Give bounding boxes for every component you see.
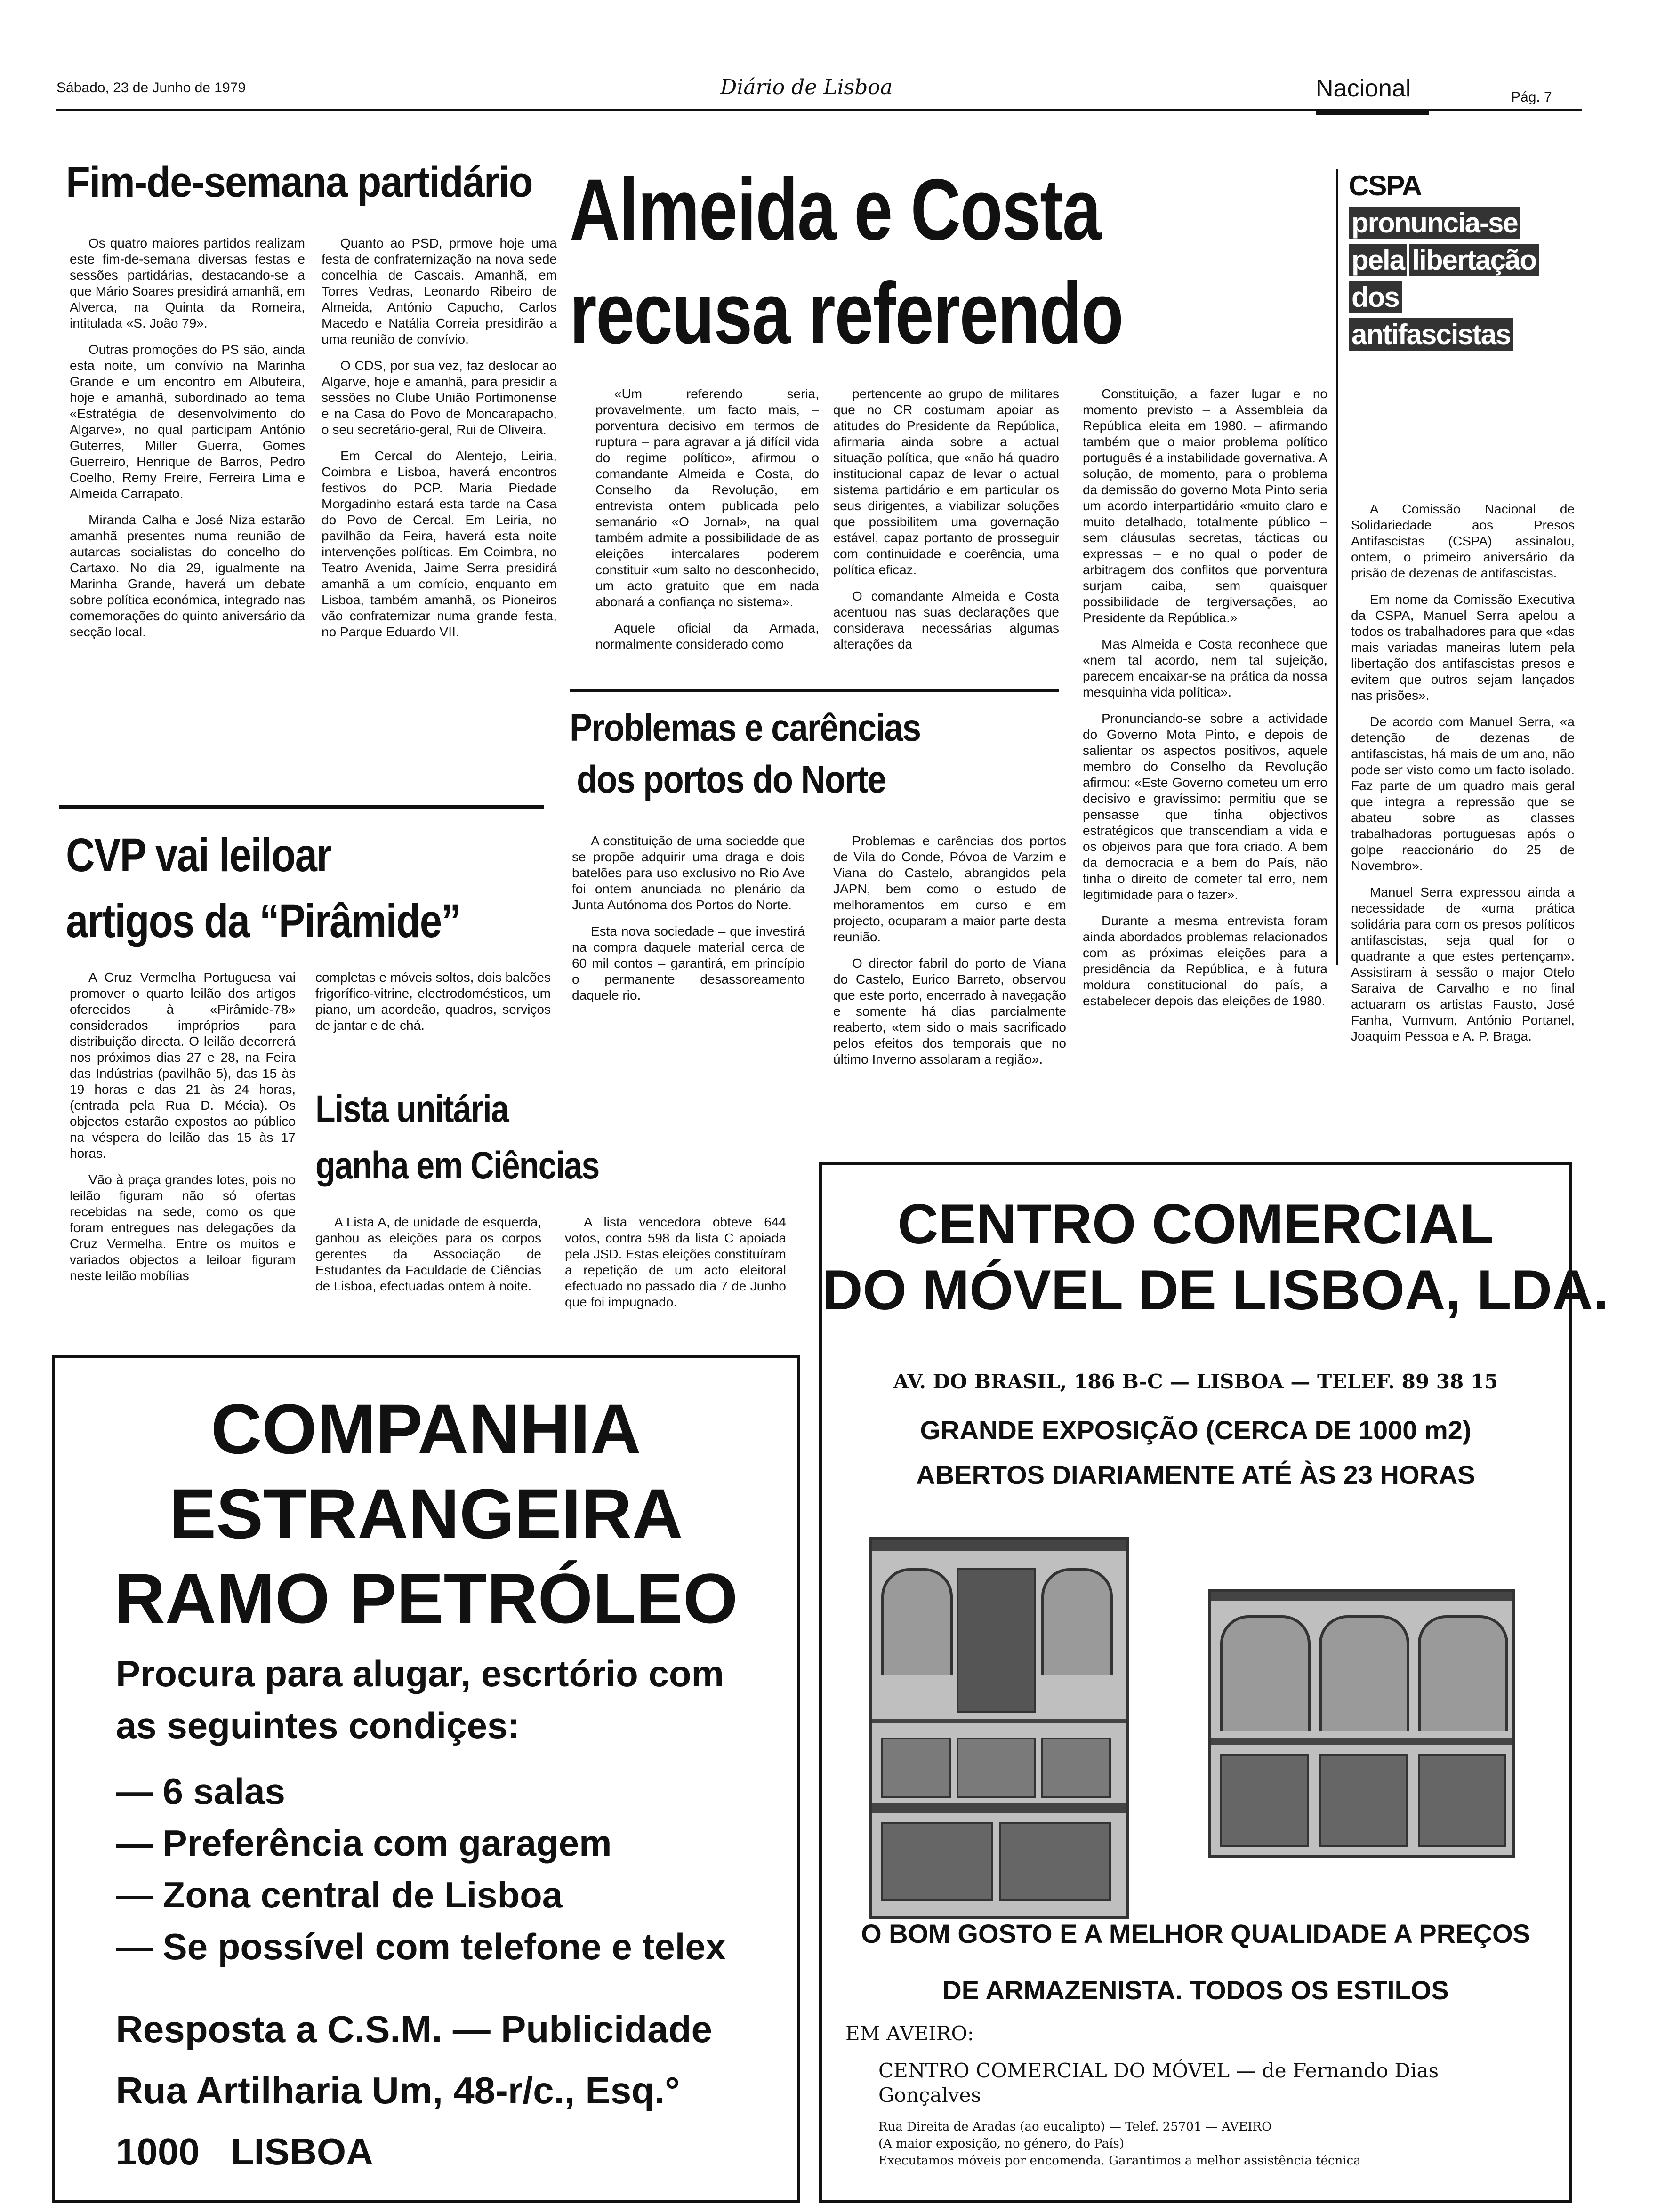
ad-centro-aveiro-note: (A maior exposição, no género, do País) bbox=[878, 2137, 1124, 2151]
cspa-title: pela bbox=[1349, 244, 1407, 276]
paragraph: Os quatro maiores partidos realizam este fim-de-semana diversas festas e sessões partidárias, destacando-se a que Mário Soares presidirá amanhã, em Alverca, na Quinta da Romeira, intitulada «S. João 79». bbox=[70, 236, 305, 330]
lista-title-line1: Lista unitária bbox=[315, 1088, 508, 1130]
ad-centro-address: AV. DO BRASIL, 186 B-C — LISBOA — TELEF. 89 38 15 bbox=[893, 1370, 1498, 1393]
ad-item: — Preferência com garagem bbox=[116, 1822, 612, 1864]
almeida-col2 bbox=[833, 386, 1059, 663]
paragraph: A constituição de uma sociedde que se propõe adquirir uma draga e dois batelões para uso exclusivo no Rio Ave foi ontem anunciada no plenário da Junta Autónoma dos Portos do Norte. bbox=[572, 834, 805, 912]
paragraph: Em nome da Comissão Executiva da CSPA, Manuel Serra apelou a todos os trabalhadores para que «das mais variadas maneiras lutem pela libertação dos antifascistas presos e evitem que outros sejam lançados nas prisões». bbox=[1351, 592, 1575, 703]
almeida-col1 bbox=[595, 386, 819, 663]
ad-centro-comercial bbox=[819, 1162, 1609, 2203]
lista-title-line2: ganha em Ciências bbox=[315, 1144, 599, 1187]
furniture-image-left bbox=[869, 1537, 1129, 1919]
paragraph: «Um referendo seria, provavelmente, um facto mais, – porventura decisivo em termos de ruptura – para agravar a já difícil vida do regime político», afirmou o comandante Almeida e Costa, do Conselho da Revolução, em entrevista ontem publicada pelo semanário «O Jornal», na qual também admite a possibilidade de as eleições intercalares poderem constituir «um salto no desconhecido, um acto gratuito que em nada abonará a confiança no sistema». bbox=[595, 386, 819, 609]
ad-centro-title-line1: CENTRO COMERCIAL bbox=[897, 1193, 1494, 1256]
date-line: Sábado, 23 de Junho de 1979 bbox=[56, 80, 246, 96]
lista-col2 bbox=[565, 1214, 786, 1321]
section-divider bbox=[59, 805, 544, 809]
furniture-image-right bbox=[1208, 1589, 1515, 1858]
section-name: Nacional bbox=[1316, 75, 1411, 102]
cspa-title: pronuncia-se bbox=[1349, 207, 1520, 239]
paragraph: O comandante Almeida e Costa acentuou nas suas declarações que considerava necessárias algumas alterações da bbox=[833, 589, 1059, 651]
cspa-body bbox=[1351, 501, 1575, 1055]
paragraph: Problemas e carências dos portos de Vila do Conde, Póvoa de Varzim e Viana do Castelo, abrangidos pela JAPN, bem como o estudo de melhoramentos em curso e em projecto, ocuparam a maior parte desta reunião. bbox=[833, 834, 1066, 944]
ad-companhia bbox=[52, 1355, 800, 2203]
section-underline bbox=[1316, 109, 1429, 115]
masthead: Diário de Lisboa bbox=[720, 75, 893, 99]
almeida-title-line2: recusa referendo bbox=[570, 265, 1123, 362]
paragraph: Aquele oficial da Armada, normalmente considerado como bbox=[595, 621, 819, 651]
ad-centro-title-line2: DO MÓVEL DE LISBOA, LDA. bbox=[822, 1258, 1609, 1322]
paragraph: Em Cercal do Alentejo, Leiria, Coimbra e Lisboa, haverá encontros festivos do PCP. Maria Piedade Morgadinho estará esta tarde na Casa do Povo de Cercal. Em Leiria, no pavilhão da Feira, haverá esta noite intervenções políticas. Em Coimbra, no Teatro Avenida, Jaime Serra presidirá amanhã a um comício, enquanto em Lisboa, também amanhã, os Pioneiros vão confraternizar numa grande festa, no Parque Eduardo VII. bbox=[322, 449, 557, 639]
cvp-col1 bbox=[70, 970, 296, 1294]
cspa-title-box bbox=[1349, 169, 1546, 351]
paragraph: De acordo com Manuel Serra, «a detenção de dezenas de antifascistas, há mais de um ano, não pode ser visto como um facto isolado. Faz parte de um quadro mais geral que integra a repressão que se abateu sobre as classes trabalhadoras portuguesas após o golpe reaccionário do 25 de Novembro». bbox=[1351, 714, 1575, 873]
paragraph: pertencente ao grupo de militares que no CR costumam apoiar as atitudes do Presidente da República, afirmaria ainda sobre a actual situação política, que «não há quadro institucional capaz de levar o actual sistema partidário e em particular os seus dirigentes, a viabilizar soluções que possibilitem uma governação estável, capaz portanto de prosseguir com continuidade e coerência, uma política eficaz. bbox=[833, 386, 1059, 577]
ad-companhia-line: ESTRANGEIRA bbox=[169, 1474, 683, 1553]
page-number: Pág. 7 bbox=[1511, 89, 1552, 105]
fim-de-semana-title: Fim-de-semana partidário bbox=[66, 158, 532, 206]
paragraph: A Cruz Vermelha Portuguesa vai promover o quarto leilão dos artigos oferecidos à «Pirâmide-78» considerados impróprios para distribuição directa. O leilão decorrerá nos próximos dias 27 e 28, na Feira das Indústrias (pavilhão 5), das 15 às 19 horas e das 21 às 24 horas, (entrada pela Rua D. Mécia). Os objectos estarão expostos ao público na véspera do leilão das 15 às 17 horas. bbox=[70, 970, 296, 1161]
ad-item: — Zona central de Lisboa bbox=[116, 1874, 563, 1915]
ad-companhia-line: COMPANHIA bbox=[211, 1389, 641, 1468]
paragraph: Esta nova sociedade – que investirá na compra daquele material cerca de 60 mil contos – garantirá, em princípio o permanente desassoreamento daquele rio. bbox=[572, 924, 805, 1002]
paragraph: O director fabril do porto de Viana do Castelo, Eurico Barreto, observou que este porto, encerrado à navegação e somente há dias parcialmente reaberto, «tem sido o mais sacrificado pelos efeitos dos temporais que no último Inverno assolaram a região». bbox=[833, 956, 1066, 1066]
paragraph: A Lista A, de unidade de esquerda, ganhou as eleições para os corpos gerentes da Associação de Estudantes da Faculdade de Ciências de Lisboa, efectuadas ontem à noite. bbox=[315, 1215, 541, 1293]
cspa-title: libertação bbox=[1409, 244, 1539, 276]
paragraph: A Comissão Nacional de Solidariedade aos Presos Antifascistas (CSPA) assinalou, ontem, o primeiro aniversário da prisão de dezenas de antifascistas. bbox=[1351, 502, 1575, 580]
section-divider bbox=[570, 689, 1059, 692]
paragraph: O CDS, por sua vez, faz deslocar ao Algarve, hoje e amanhã, para presidir a sessões no Clube União Portimonense e na Casa do Povo de Moncarapacho, o seu secretário-geral, Rui de Oliveira. bbox=[322, 358, 557, 437]
problemas-title-line2: dos portos do Norte bbox=[577, 758, 886, 801]
ad-companhia-line: RAMO PETRÓLEO bbox=[114, 1559, 738, 1638]
ad-reply-line3: 1000 LISBOA bbox=[116, 2131, 373, 2172]
problemas-col1 bbox=[572, 833, 805, 1014]
ad-centro-slogan-line1: O BOM GOSTO E A MELHOR QUALIDADE A PREÇOS bbox=[861, 1919, 1530, 1948]
fim-de-semana-col2 bbox=[322, 235, 557, 650]
ad-item: — Se possível com telefone e telex bbox=[116, 1926, 726, 1967]
paragraph: Constituição, a fazer lugar e no momento previsto – a Assembleia da República eleita em 1980. – afirmando também que o maior problema político português é a instabilidade governativa. A solução, de momento, para o problema da demissão do governo Mota Pinto seria um acordo interpartidário «muito claro e muito detalhado, totalmente público – sem cláusulas secretas, tácticas ou expressas – e no qual o poder de arbitragem dos conflitos que porventura surjam caiba, sem quaisquer possibilidade de tergiversações, ao Presidente da República.» bbox=[1083, 386, 1327, 625]
column-divider bbox=[1336, 169, 1338, 965]
paragraph: Durante a mesma entrevista foram ainda abordados problemas relacionados com as próximas eleições para a presidência da República, e à futura moldura constitucional do país, a estabelecer depois das eleições de 1980. bbox=[1083, 914, 1327, 1008]
ad-reply-line1: Resposta a C.S.M. — Publicidade bbox=[116, 2008, 712, 2050]
paragraph: Pronunciando-se sobre a actividade do Governo Mota Pinto, e depois de salientar os aspectos positivos, aquele membro do Conselho da Revolução afirmou: «Este Governo cometeu um erro decisivo e gravíssimo: permitiu que se pensasse que tinha objectivos estratégicos que transcendiam a vida e os objeivos para que fora criado. A bem da democracia e a bem do País, não tinha o direito de cometer tal erro, nem legitimidade para o fazer». bbox=[1083, 711, 1327, 902]
paragraph: Quanto ao PSD, prmove hoje uma festa de confraternização na nova sede concelhia de Cascais. Amanhã, em Torres Vedras, Leonardo Ribeiro de Almeida, António Capucho, Carlos Macedo e Natália Correia presidirão a uma reunião de convívio. bbox=[322, 236, 557, 346]
cspa-title: dos bbox=[1349, 281, 1402, 313]
paragraph: A lista vencedora obteve 644 votos, contra 598 da lista C apoiada pela JSD. Estas eleições constituíram a repetição de um acto eleitoral efectuado no passado dia 7 de Junho que foi impugnado. bbox=[565, 1215, 786, 1309]
ad-centro-aveiro-footer: Executamos móveis por encomenda. Garantimos a melhor assistência técnica bbox=[878, 2154, 1361, 2168]
ad-centro-aveiro-address: Rua Direita de Aradas (ao eucalipto) — Telef. 25701 — AVEIRO bbox=[878, 2120, 1272, 2134]
cspa-title: CSPA bbox=[1349, 170, 1422, 201]
paragraph: Vão à praça grandes lotes, pois no leilão figuram não só ofertas recebidas na sede, como os que foram entregues nas delegações da Cruz Vermelha. Entre os muitos e variados objectos a leiloar figuram neste leilão mobílias bbox=[70, 1172, 296, 1283]
ad-centro-hours: ABERTOS DIARIAMENTE ATÉ ÀS 23 HORAS bbox=[916, 1460, 1475, 1490]
paragraph: Outras promoções do PS são, ainda esta noite, um convívio na Marinha Grande e um encontro em Albufeira, hoje e amanhã, subordinado ao tema «Estratégia de desenvolvimento do Algarve», no qual participam António Guterres, Miller Guerra, Gomes Guerreiro, Henrique de Barros, Pedro Coelho, Remy Freire, Ferreira Lima e Almeida Carrapato. bbox=[70, 342, 305, 501]
almeida-title-line1: Almeida e Costa bbox=[570, 161, 1101, 258]
ad-intro-line1: Procura para alugar, escrtório com bbox=[116, 1653, 724, 1694]
paragraph: Miranda Calha e José Niza estarão amanhã presentes numa reunião de autarcas socialistas do concelho do Cartaxo. No dia 29, igualmente na Marinha Grande, haverá um debate sobre política económica, integrado nas comemorações do quinto aniversário da secção local. bbox=[70, 513, 305, 639]
paragraph: Mas Almeida e Costa reconhece que «nem tal acordo, nem tal sujeição, parecem encaixar-se na prática da nossa mesquinha vida política». bbox=[1083, 637, 1327, 699]
ad-intro-line2: as seguintes condiçes: bbox=[116, 1705, 520, 1746]
cspa-title: antifascistas bbox=[1349, 318, 1513, 351]
cvp-col2 bbox=[315, 970, 551, 1044]
cvp-title-line2: artigos da “Pirâmide” bbox=[66, 895, 461, 947]
ad-centro-aveiro-name: CENTRO COMERCIAL DO MÓVEL — de Fernando Dias Gonçalves bbox=[878, 2059, 1439, 2107]
ad-centro-expo: GRANDE EXPOSIÇÃO (CERCA DE 1000 m2) bbox=[920, 1415, 1472, 1445]
ad-centro-aveiro-label: EM AVEIRO: bbox=[845, 2022, 974, 2045]
ad-reply-line2: Rua Artilharia Um, 48-r/c., Esq.° bbox=[116, 2069, 680, 2111]
fim-de-semana-col1 bbox=[70, 235, 305, 650]
problemas-title-line1: Problemas e carências bbox=[570, 706, 921, 749]
lista-col1 bbox=[315, 1214, 541, 1305]
problemas-col2 bbox=[833, 833, 1066, 1078]
ad-centro-slogan-line2: DE ARMAZENISTA. TODOS OS ESTILOS bbox=[942, 1975, 1449, 2005]
paragraph: Manuel Serra expressou ainda a necessidade de «uma prática solidária para com os presos políticos antifascistas, seja qual for o quadrante a que estes pertençam». Assistiram à sessão o major Otelo Saraiva de Carvalho e no final actuaram os artistas Fausto, José Fanha, Vumvum, António Portanel, Joaquim Pessoa e A. P. Braga. bbox=[1351, 885, 1575, 1043]
almeida-col3 bbox=[1083, 386, 1327, 1019]
cvp-title-line1: CVP vai leiloar bbox=[66, 829, 331, 882]
ad-item: — 6 salas bbox=[116, 1771, 285, 1812]
paragraph: completas e móveis soltos, dois balcões frigorífico-vitrine, electrodomésticos, um piano, um acordeão, quadros, serviços de jantar e de chá. bbox=[315, 970, 551, 1033]
